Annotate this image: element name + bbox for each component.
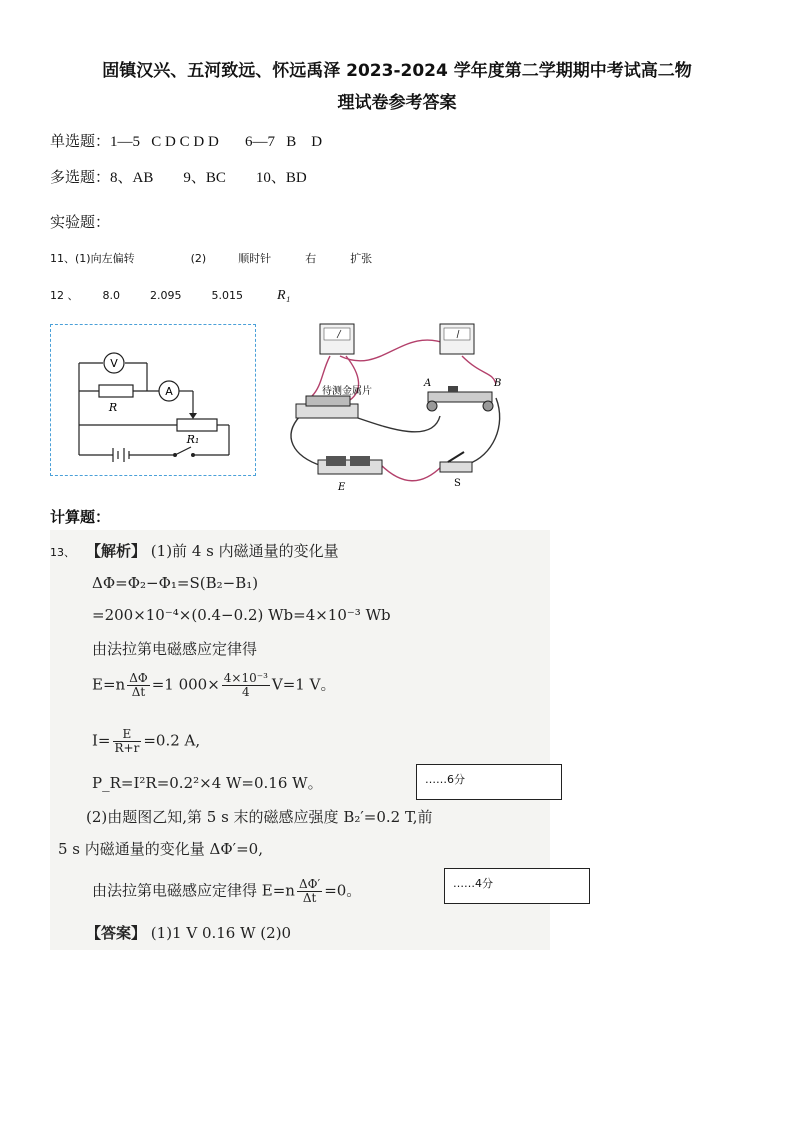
apparatus-diagram <box>282 316 512 494</box>
current-numerator: E <box>113 728 142 742</box>
current-result: =0.2 A, <box>143 731 201 750</box>
answer-tag: 【答案】 <box>86 924 147 942</box>
emf-fraction-2 <box>222 672 270 699</box>
range-1-5: 1—5 <box>110 134 141 150</box>
rheostat-label: R₁ <box>186 433 200 446</box>
voltmeter-label: V <box>110 357 118 370</box>
emf2-result: =0。 <box>324 881 362 900</box>
circuit-schematic <box>51 325 255 475</box>
experiment-label: 实验题： <box>50 215 111 231</box>
current-fraction <box>113 728 142 755</box>
question-13-number: 13、 <box>50 546 75 559</box>
battery-label: E <box>338 482 346 493</box>
analysis-line-8: (2)由题图乙知,第 5 s 末的磁感应强度 B₂′=0.2 T,前 <box>86 808 433 826</box>
analysis-line-9: 5 s 内磁通量的变化量 ΔΦ′=0, <box>58 840 263 858</box>
analysis-line-3: =200×10⁻⁴×(0.4−0.2) Wb=4×10⁻³ Wb <box>92 606 391 624</box>
switch-label: S <box>454 478 461 489</box>
answer-12-a4: R₁ <box>277 288 291 303</box>
point-A-label: A <box>424 378 432 389</box>
analysis-line-2: ΔΦ=Φ₂−Φ₁=S(B₂−B₁) <box>92 574 259 592</box>
answer-12-a1: 8.0 <box>102 289 120 302</box>
emf-result: V=1 V。 <box>271 675 336 694</box>
analysis-tag: 【解析】 <box>86 542 147 560</box>
answer-8: 8、AB <box>110 170 154 186</box>
answer-12-a2: 2.095 <box>150 289 182 302</box>
page-title-line2: 理试卷参考答案 <box>337 93 457 113</box>
point-B-label: B <box>494 378 502 389</box>
calc-label: 计算题： <box>50 508 111 526</box>
answer-line <box>86 922 291 943</box>
analysis-line-10 <box>92 878 361 905</box>
apparatus-drawing <box>282 316 512 494</box>
answer-text: (1)1 V 0.16 W (2)0 <box>150 924 292 942</box>
answer-11-2c: 扩张 <box>350 252 373 265</box>
metal-sheet-label: 待测金属片 <box>322 386 372 397</box>
multi-choice-label: 多选题： <box>50 170 111 186</box>
emf-prefix: E=n <box>92 675 126 694</box>
analysis-line-5 <box>92 672 335 699</box>
meter-left <box>320 324 354 354</box>
resistor-label: R <box>108 401 118 414</box>
analysis-line-1 <box>86 540 339 561</box>
emf2-prefix: 由法拉第电磁感应定律得 E=n <box>92 881 295 900</box>
emf2-fraction <box>297 878 322 905</box>
answer-6: B <box>286 134 297 150</box>
answer-11-2b: 右 <box>305 252 317 265</box>
page-title-line1: 固镇汉兴、五河致远、怀远禹泽 2023-2024 学年度第二学期期中考试高二物 <box>102 61 692 81</box>
emf-denominator-1: Δt <box>131 685 146 699</box>
emf-numerator-1: ΔΦ <box>129 671 148 685</box>
answer-9: 9、BC <box>183 170 226 186</box>
score-box-1: ……6分 <box>416 764 562 800</box>
current-denominator: R+r <box>114 741 140 755</box>
emf2-numerator: ΔΦ′ <box>298 877 321 891</box>
score-box-2: ……4分 <box>444 868 590 904</box>
emf2-denominator: Δt <box>302 891 317 905</box>
emf-middle: =1 000× <box>151 675 220 694</box>
answer-11-1: 11、(1)向左偏转 <box>50 252 135 265</box>
emf-denominator-2: 4 <box>242 685 250 699</box>
answer-7: D <box>311 134 323 150</box>
circuit-diagram <box>50 324 256 476</box>
answer-12-label: 12 、 <box>50 289 79 302</box>
range-6-7: 6—7 <box>245 134 276 150</box>
emf-numerator-2: 4×10⁻³ <box>223 671 268 685</box>
single-choice-row <box>50 130 322 151</box>
multi-choice-row <box>50 166 307 187</box>
answers-1-5: C D C D D <box>151 134 219 150</box>
answer-12-a3: 5.015 <box>211 289 243 302</box>
current-prefix: I= <box>92 731 111 750</box>
analysis-text-1: (1)前 4 s 内磁通量的变化量 <box>150 542 339 560</box>
meter-right <box>440 324 474 354</box>
answer-12 <box>50 287 290 304</box>
answer-11 <box>50 250 372 266</box>
single-choice-label: 单选题： <box>50 134 111 150</box>
answer-11-2a: 顺时针 <box>238 252 272 265</box>
ammeter-label: A <box>165 385 173 398</box>
answer-10: 10、BD <box>255 170 307 186</box>
analysis-line-7: P_R=I²R=0.2²×4 W=0.16 W。 <box>92 774 323 792</box>
analysis-line-6 <box>92 728 200 755</box>
analysis-line-4: 由法拉第电磁感应定律得 <box>92 640 258 658</box>
emf-fraction-1 <box>127 672 150 699</box>
answer-11-2-label: (2) <box>190 252 207 265</box>
